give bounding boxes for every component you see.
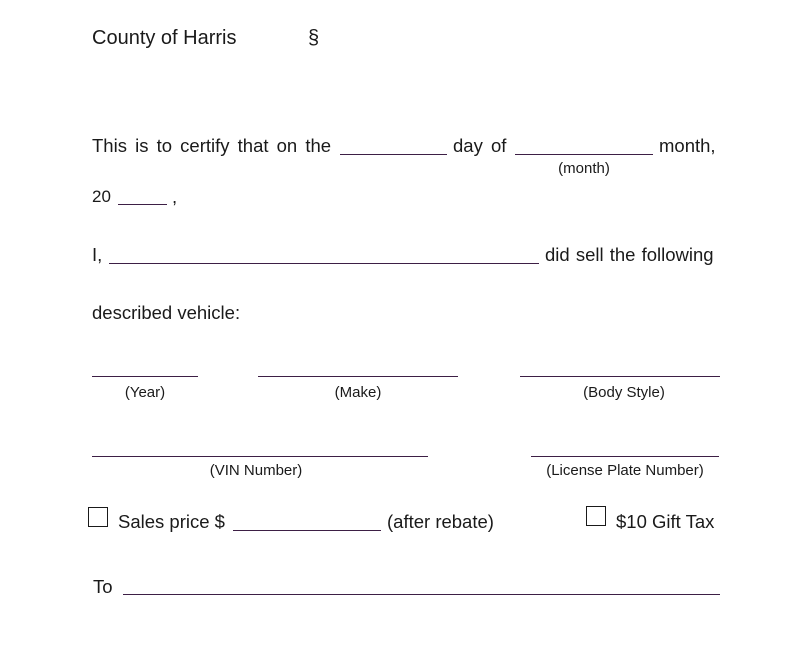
section-symbol: §	[308, 27, 320, 49]
year-blank[interactable]	[118, 204, 167, 205]
license-plate-caption: (License Plate Number)	[546, 462, 704, 479]
year-field-line[interactable]	[92, 376, 198, 377]
sales-price-blank[interactable]	[233, 530, 381, 531]
seller-suffix: did sell the following	[545, 244, 714, 265]
seller-prefix: I,	[92, 244, 103, 265]
year-prefix: 20	[92, 187, 111, 206]
license-plate-field-line[interactable]	[531, 456, 719, 457]
recipient-blank[interactable]	[123, 594, 720, 595]
year-caption: (Year)	[124, 384, 166, 401]
month-caption: (month)	[558, 160, 610, 177]
vin-caption: (VIN Number)	[209, 462, 303, 479]
make-field-line[interactable]	[258, 376, 458, 377]
body-style-field-line[interactable]	[520, 376, 720, 377]
county-heading: County of Harris	[92, 27, 237, 49]
make-caption: (Make)	[334, 384, 382, 401]
vin-field-line[interactable]	[92, 456, 428, 457]
seller-name-blank[interactable]	[109, 263, 539, 264]
gift-tax-label: $10 Gift Tax	[616, 511, 715, 532]
gift-tax-checkbox[interactable]	[586, 506, 606, 526]
day-blank[interactable]	[340, 154, 447, 155]
after-rebate-text: (after rebate)	[387, 511, 494, 532]
day-of-text: day of	[453, 135, 507, 156]
month-blank[interactable]	[515, 154, 653, 155]
month-word: month,	[659, 135, 716, 156]
to-label: To	[93, 576, 113, 597]
body-style-caption: (Body Style)	[583, 384, 665, 401]
sales-price-checkbox[interactable]	[88, 507, 108, 527]
described-vehicle-text: described vehicle:	[92, 302, 241, 323]
sales-price-label: Sales price $	[118, 511, 225, 532]
year-suffix: ,	[172, 186, 178, 207]
certify-lead-text: This is to certify that on the	[92, 135, 332, 156]
